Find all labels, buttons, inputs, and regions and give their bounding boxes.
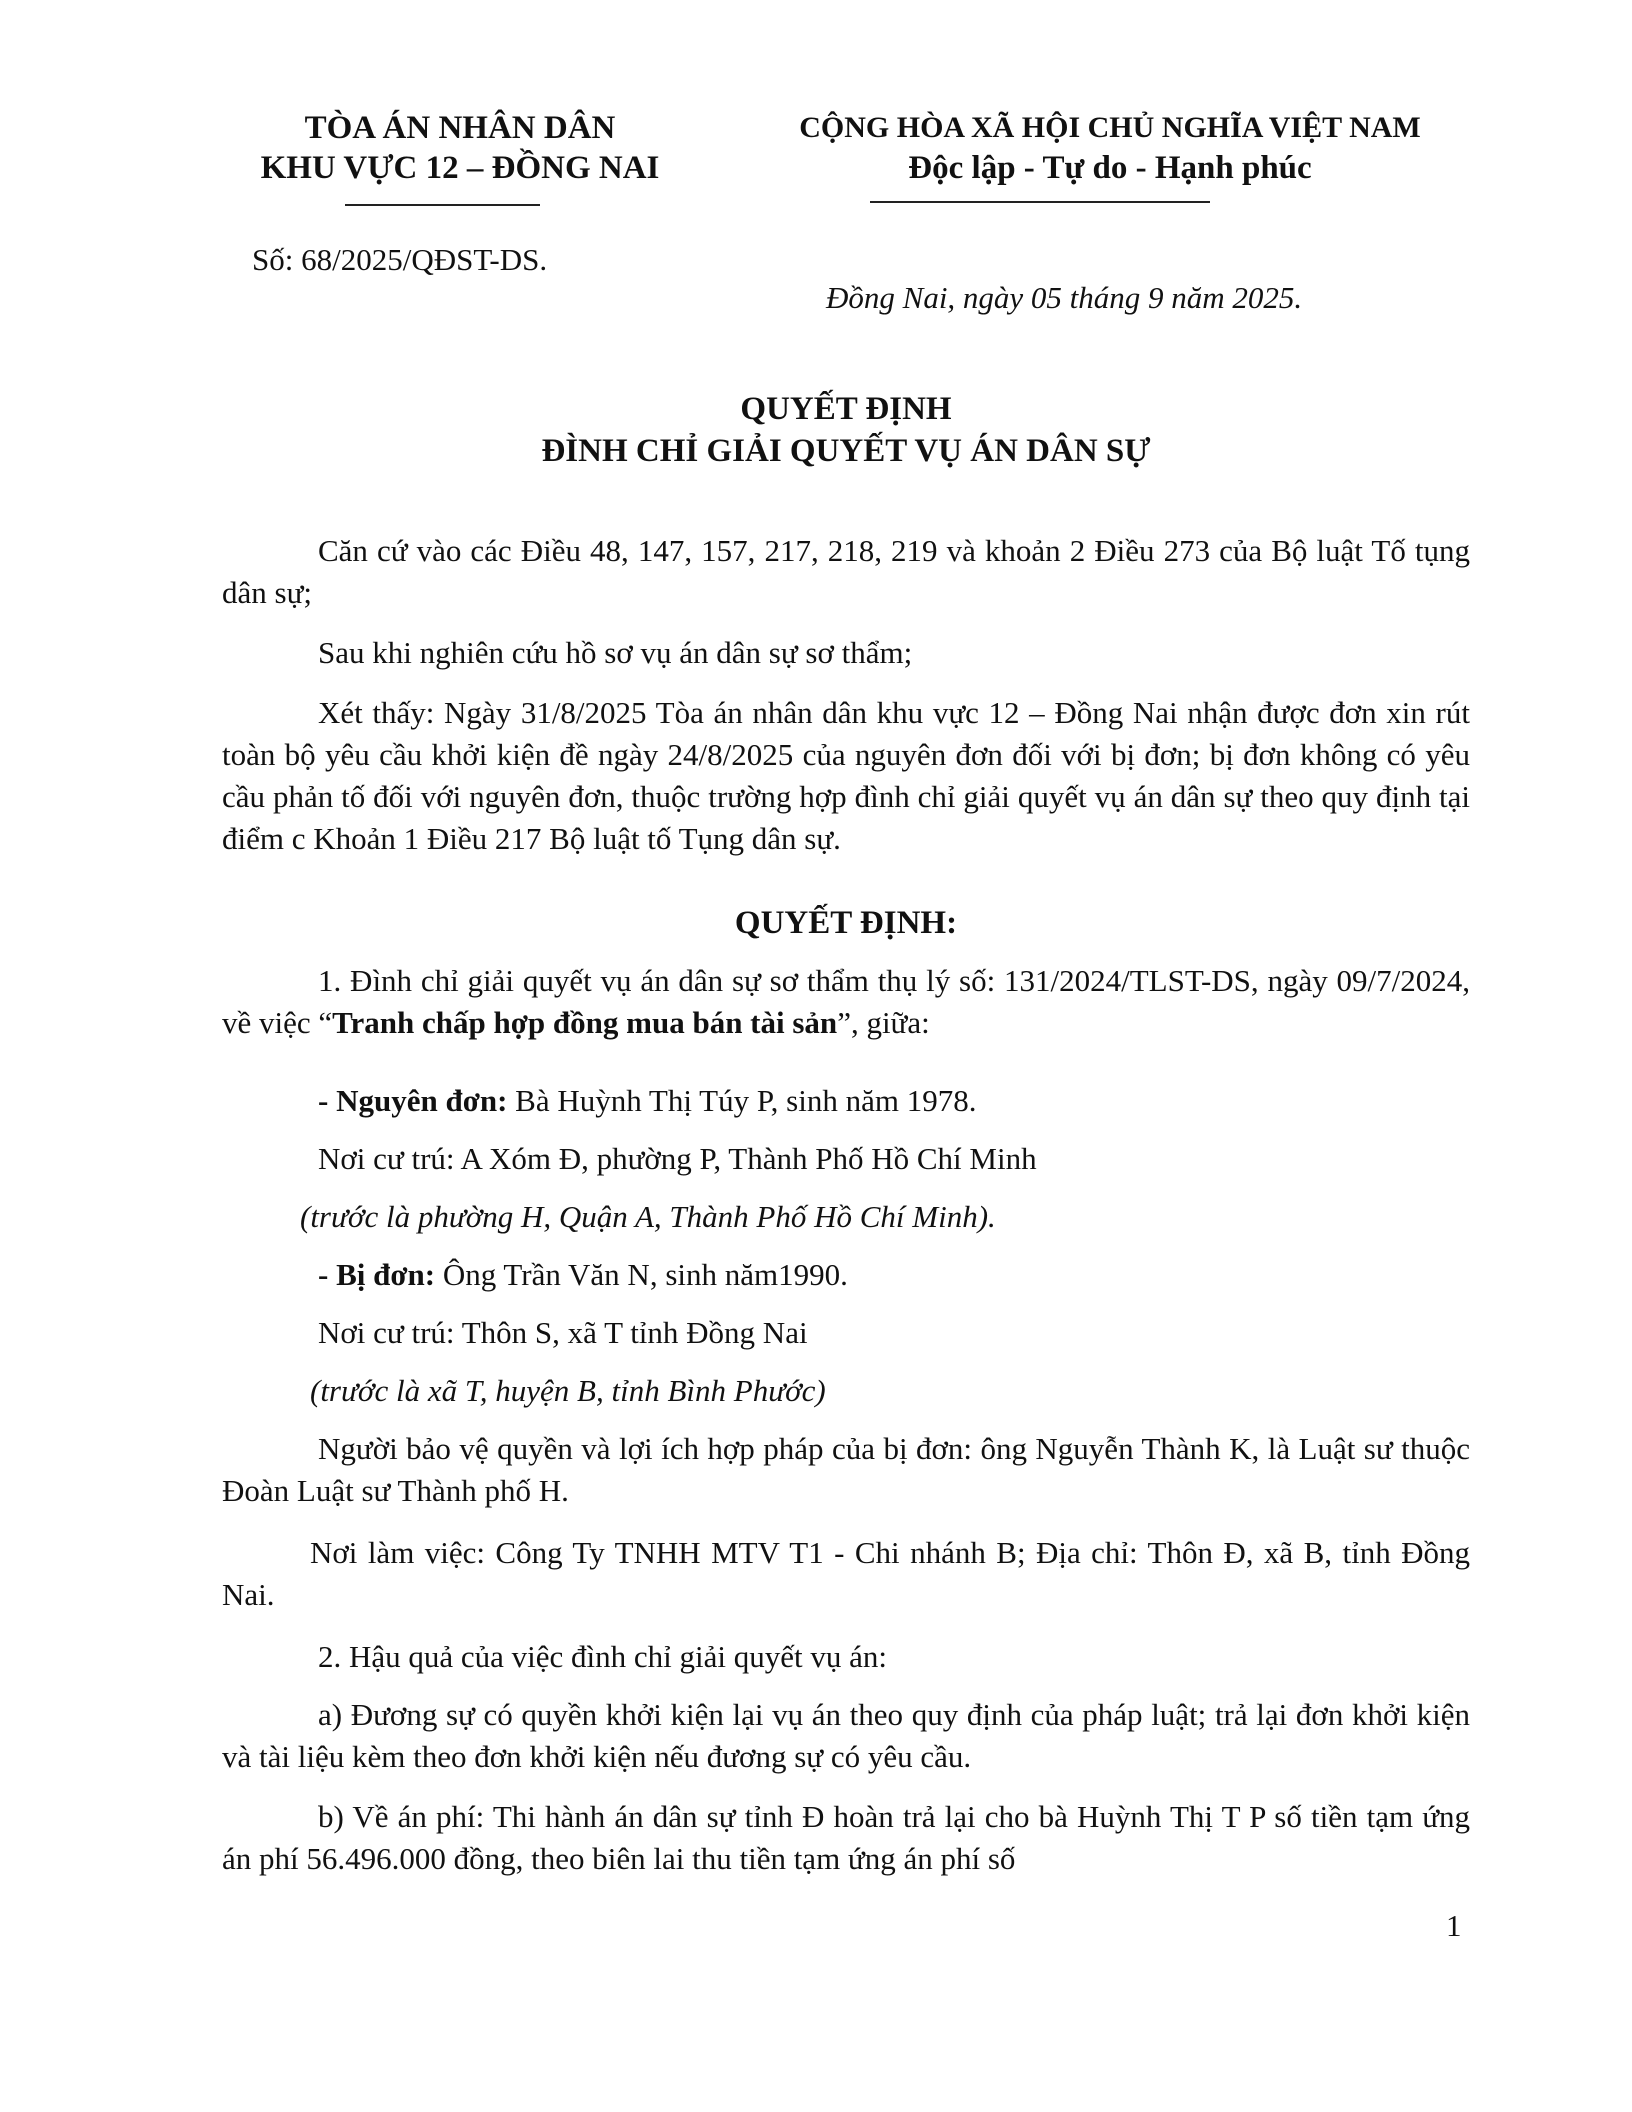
- study-paragraph: Sau khi nghiên cứu hồ sơ vụ án dân sự sơ thẩm;: [318, 635, 913, 670]
- country-name: CỘNG HÒA XÃ HỘI CHỦ NGHĨA VIỆT NAM: [799, 111, 1421, 144]
- defendant-previous-address: (trước là xã T, huyện B, tỉnh Bình Phước): [310, 1373, 826, 1408]
- plaintiff-line: [222, 1080, 1470, 1122]
- document-title: [222, 388, 1470, 472]
- workplace-paragraph: Nơi làm việc: Công Ty TNHH MTV T1 - Chi nhánh B; Địa chỉ: Thôn Đ, xã B, tỉnh Đồng Nai.: [222, 1535, 1470, 1612]
- decision-item-1: [222, 960, 1470, 1044]
- considering-paragraph: Xét thấy: Ngày 31/8/2025 Tòa án nhân dân khu vực 12 – Đồng Nai nhận được đơn xin rút toàn bộ yêu cầu khởi kiện đề ngày 24/8/2025 của nguyên đơn đối với bị đơn; bị đơn không có yêu cầu phản tố đối với nguyên đơn, thuộc trường hợp đình chỉ giải quyết vụ án dân sự theo quy định tại điểm c Khoản 1 Điều 217 Bộ luật tố Tụng dân sự.: [222, 695, 1470, 856]
- item1-text-a: 1. Đình chỉ giải quyết vụ án dân sự sơ thẩm thụ lý số: 131/2024/TLST-DS, ngày 09/7/2024, về việc “: [222, 963, 1470, 1040]
- protector-paragraph: Người bảo vệ quyền và lợi ích hợp pháp của bị đơn: ông Nguyễn Thành K, là Luật sư thuộc Đoàn Luật sư Thành phố H.: [222, 1431, 1470, 1508]
- title-line1: QUYẾT ĐỊNH: [740, 391, 952, 427]
- defendant-line: [222, 1254, 1470, 1296]
- plaintiff-value: Bà Huỳnh Thị Túy P, sinh năm 1978.: [507, 1083, 977, 1118]
- decision-item-2: 2. Hậu quả của việc đình chỉ giải quyết vụ án:: [318, 1639, 888, 1674]
- document-number: Số: 68/2025/QĐST-DS.: [252, 242, 548, 277]
- plaintiff-previous-address: (trước là phường H, Quận A, Thành Phố Hồ Chí Minh).: [300, 1199, 996, 1234]
- court-name-line1: TÒA ÁN NHÂN DÂN: [304, 110, 616, 146]
- plaintiff-label: - Nguyên đơn:: [318, 1083, 508, 1118]
- legal-basis-paragraph: Căn cứ vào các Điều 48, 147, 157, 217, 218, 219 và khoản 2 Điều 273 của Bộ luật Tố tụng dân sự;: [222, 533, 1470, 610]
- decision-item-2b: b) Về án phí: Thi hành án dân sự tỉnh Đ hoàn trả lại cho bà Huỳnh Thị T P số tiền tạm ứng án phí 56.496.000 đồng, theo biên lai thu tiền tạm ứng án phí số: [222, 1799, 1470, 1876]
- decision-heading: QUYẾT ĐỊNH:: [734, 905, 958, 941]
- national-motto: Độc lập - Tự do - Hạnh phúc: [908, 150, 1312, 186]
- defendant-value: Ông Trần Văn N, sinh năm1990.: [435, 1257, 848, 1292]
- page-number: 1: [1446, 1908, 1462, 1943]
- title-line2: ĐÌNH CHỈ GIẢI QUYẾT VỤ ÁN DÂN SỰ: [541, 433, 1151, 469]
- national-motto-block: [760, 108, 1460, 188]
- place-date: Đồng Nai, ngày 05 tháng 9 năm 2025.: [826, 280, 1303, 315]
- plaintiff-residence: Nơi cư trú: A Xóm Đ, phường P, Thành Phố Hồ Chí Minh: [318, 1141, 1037, 1176]
- defendant-residence: Nơi cư trú: Thôn S, xã T tỉnh Đồng Nai: [318, 1315, 808, 1350]
- court-name-line2: KHU VỰC 12 – ĐỒNG NAI: [260, 150, 660, 186]
- court-name-underline: [345, 204, 540, 206]
- court-name-block: [200, 108, 720, 188]
- item1-text-b: ”, giữa:: [837, 1005, 930, 1040]
- case-name: Tranh chấp hợp đồng mua bán tài sản: [332, 1005, 838, 1040]
- motto-underline: [870, 201, 1210, 203]
- defendant-label: - Bị đơn:: [318, 1257, 436, 1292]
- decision-item-2a: a) Đương sự có quyền khởi kiện lại vụ án theo quy định của pháp luật; trả lại đơn khởi kiện và tài liệu kèm theo đơn khởi kiện nếu đương sự có yêu cầu.: [222, 1697, 1470, 1774]
